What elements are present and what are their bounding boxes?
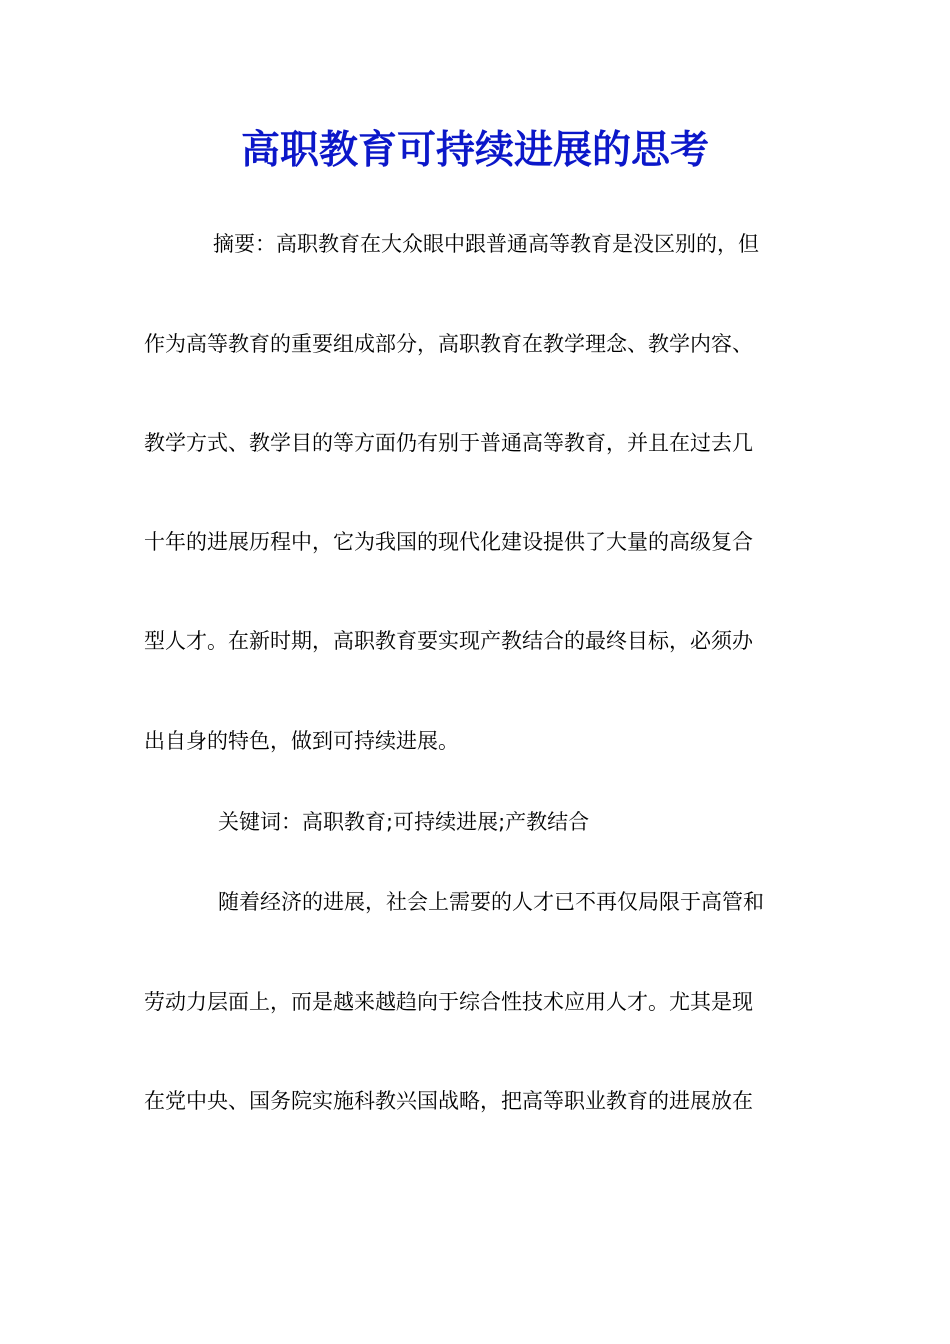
abstract-line-4: 十年的进展历程中，它为我国的现代化建设提供了大量的高级复合 xyxy=(144,530,753,554)
abstract-line-6: 出自身的特色，做到可持续进展。 xyxy=(144,729,459,753)
body-line-3: 在党中央、国务院实施科教兴国战略，把高等职业教育的进展放在 xyxy=(144,1089,753,1113)
abstract-line-2: 作为高等教育的重要组成部分，高职教育在教学理念、教学内容、 xyxy=(144,332,753,356)
body-line-2: 劳动力层面上，而是越来越趋向于综合性技术应用人才。尤其是现 xyxy=(144,990,753,1014)
keywords-line: 关键词：高职教育;可持续进展;产教结合 xyxy=(218,810,590,834)
abstract-line-5: 型人才。在新时期，高职教育要实现产教结合的最终目标，必须办 xyxy=(144,629,753,653)
abstract-line-3: 教学方式、教学目的等方面仍有别于普通高等教育，并且在过去几 xyxy=(144,431,753,455)
body-line-1: 随着经济的进展，社会上需要的人才已不再仅局限于高管和 xyxy=(218,890,764,914)
abstract-line-1: 摘要：高职教育在大众眼中跟普通高等教育是没区别的，但 xyxy=(213,232,759,256)
document-title: 高职教育可持续进展的思考 xyxy=(240,127,709,173)
